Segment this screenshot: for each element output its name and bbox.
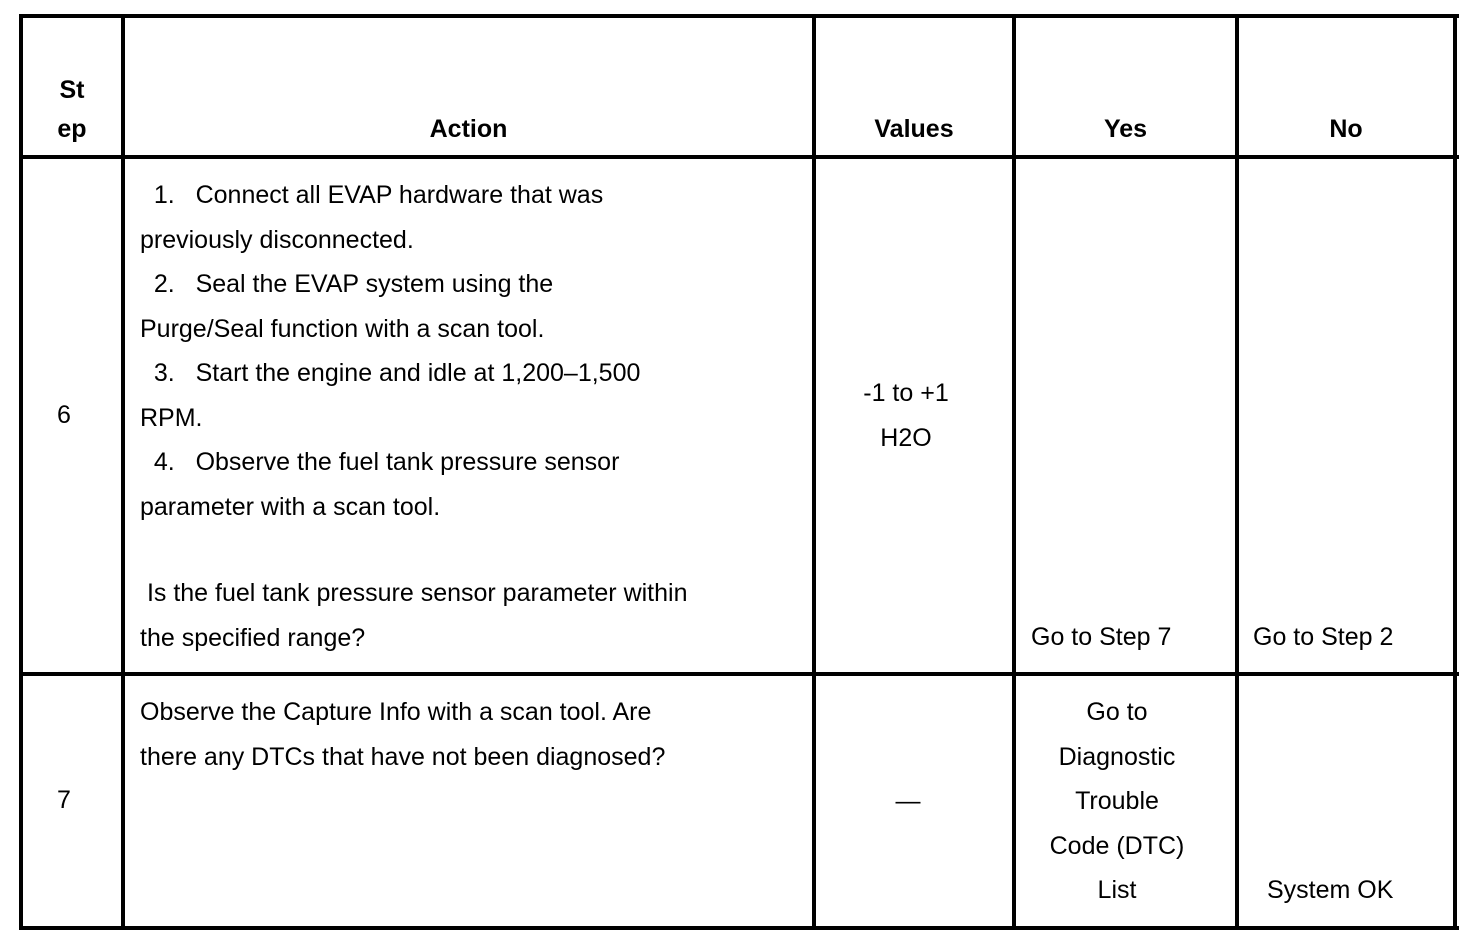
row-6-yes: Go to Step 7 [1031,623,1172,651]
table-border-bottom [19,926,1459,930]
row-7-no: System OK [1267,876,1394,904]
table-border-top [19,14,1459,18]
row-6-action-steps: 1. Connect all EVAP hardware that was previously disconnected. 2. Seal the EVAP system using the Purge/Seal function with a scan tool. 3. Start the engine and idle at 1,200–1,500 RPM. 4. Observe the fuel tank pressure sensor parameter with a scan tool. [140,181,641,521]
column-divider-yes [1235,14,1239,930]
row-6-question: Is the fuel tank pressure sensor parameter within the specified range? [140,579,688,652]
row-7-yes: Go to Diagnostic Trouble Code (DTC) List [1049,698,1185,904]
row-7-action: Observe the Capture Info with a scan tool. Are there any DTCs that have not been diagnosed? [140,698,666,771]
header-action: Action [429,115,508,143]
row-7-values: — [895,787,921,815]
row-6-no: Go to Step 2 [1253,623,1394,651]
row-6-values: -1 to +1 H2O [863,379,949,452]
row-divider [19,672,1459,676]
header-values: Values [874,115,954,143]
header-divider [19,155,1459,159]
column-divider-step [121,14,125,930]
header-no: No [1329,115,1363,143]
row-6-step: 6 [57,401,71,429]
table-border-right [1453,14,1457,930]
row-7-step: 7 [57,786,71,814]
header-yes: Yes [1103,115,1148,143]
header-step: St ep [57,76,87,143]
